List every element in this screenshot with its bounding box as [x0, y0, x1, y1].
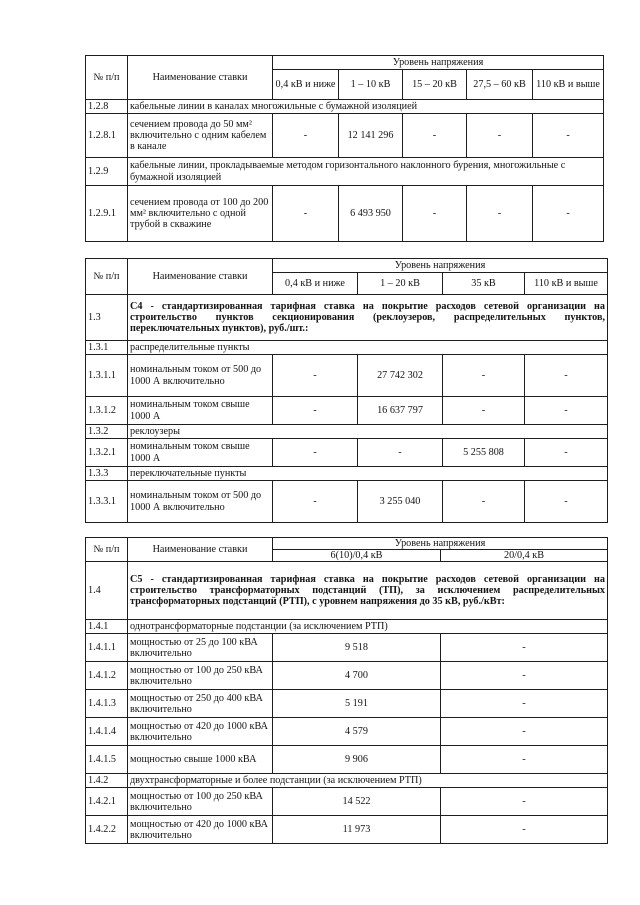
- rate-value: 16 637 797: [358, 397, 443, 425]
- row-number: 1.4.1.4: [86, 718, 128, 746]
- rate-value: -: [403, 114, 467, 158]
- rate-value: -: [441, 690, 608, 718]
- table-row: [86, 774, 608, 788]
- row-name: сечением провода от 100 до 200 мм² включительно с одной трубой в скважине: [128, 186, 273, 242]
- header-voltage-level: Уровень напряжения: [273, 259, 608, 273]
- rate-value: -: [443, 481, 525, 523]
- rate-value: 3 255 040: [358, 481, 443, 523]
- section-title: кабельные линии, прокладываемые методом горизонтального наклонного бурения, многожильные с бумажной изоляцией: [128, 158, 604, 186]
- rate-value: -: [443, 397, 525, 425]
- row-number: 1.2.8.1: [86, 114, 128, 158]
- table-row: [86, 439, 608, 467]
- row-name: мощностью от 25 до 100 кВА включительно: [128, 634, 273, 662]
- row-number: 1.3.1: [86, 341, 128, 355]
- table-row: [86, 100, 604, 114]
- row-name: номинальным током свыше 1000 А: [128, 397, 273, 425]
- row-name: мощностью свыше 1000 кВА: [128, 746, 273, 774]
- table-row: [86, 425, 608, 439]
- rate-value: -: [441, 662, 608, 690]
- rate-value: 4 579: [273, 718, 441, 746]
- row-number: 1.2.9.1: [86, 186, 128, 242]
- section-title: С4 - стандартизированная тарифная ставка на покрытие расходов сетевой организации на строительство пунктов секционирования (реклоузеров, распределительных пунктов, переключательных пунктов), руб./шт.:: [128, 295, 608, 341]
- header-level: 1 – 10 кВ: [339, 70, 403, 100]
- row-number: 1.4.1.5: [86, 746, 128, 774]
- rate-value: -: [273, 355, 358, 397]
- row-number: 1.3.3.1: [86, 481, 128, 523]
- rate-value: 9 906: [273, 746, 441, 774]
- row-number: 1.4.1.1: [86, 634, 128, 662]
- rate-value: -: [441, 816, 608, 844]
- header-voltage-level: Уровень напряжения: [273, 56, 604, 70]
- header-level: 35 кВ: [443, 273, 525, 295]
- header-level: 0,4 кВ и ниже: [273, 273, 358, 295]
- rate-value: 9 518: [273, 634, 441, 662]
- rate-value: -: [441, 788, 608, 816]
- rate-value: -: [443, 355, 525, 397]
- rate-value: -: [273, 439, 358, 467]
- row-number: 1.3.1.1: [86, 355, 128, 397]
- rate-value: -: [533, 114, 604, 158]
- table-row: [86, 718, 608, 746]
- table-row: [86, 690, 608, 718]
- rate-value: -: [525, 439, 608, 467]
- rate-value: 6 493 950: [339, 186, 403, 242]
- section-title: распределительные пункты: [128, 341, 608, 355]
- rate-table-2: [85, 258, 608, 523]
- row-name: мощностью от 100 до 250 кВА включительно: [128, 662, 273, 690]
- table-row: [86, 341, 608, 355]
- row-name: номинальным током от 500 до 1000 А включительно: [128, 355, 273, 397]
- table-row: [86, 397, 608, 425]
- header-level: 27,5 – 60 кВ: [467, 70, 533, 100]
- row-name: номинальным током свыше 1000 А: [128, 439, 273, 467]
- header-level: 20/0,4 кВ: [441, 550, 608, 562]
- section-title: двухтрансформаторные и более подстанции (за исключением РТП): [128, 774, 608, 788]
- row-number: 1.4.2: [86, 774, 128, 788]
- table-row: [86, 295, 608, 341]
- header-level: 15 – 20 кВ: [403, 70, 467, 100]
- rate-value: -: [441, 718, 608, 746]
- row-number: 1.4.2.1: [86, 788, 128, 816]
- rate-value: -: [467, 114, 533, 158]
- header-rate-name: Наименование ставки: [128, 259, 273, 295]
- table-row: [86, 186, 604, 242]
- row-name: мощностью от 250 до 400 кВА включительно: [128, 690, 273, 718]
- row-number: 1.2.8: [86, 100, 128, 114]
- rate-value: -: [273, 114, 339, 158]
- row-number: 1.3.3: [86, 467, 128, 481]
- rate-value: 12 141 296: [339, 114, 403, 158]
- row-number: 1.4: [86, 562, 128, 620]
- row-number: 1.2.9: [86, 158, 128, 186]
- rate-value: -: [273, 481, 358, 523]
- rate-value: -: [273, 397, 358, 425]
- section-title: однотрансформаторные подстанции (за исключением РТП): [128, 620, 608, 634]
- section-title: переключательные пункты: [128, 467, 608, 481]
- table-row: [86, 634, 608, 662]
- rate-value: -: [441, 746, 608, 774]
- table-row: [86, 662, 608, 690]
- rate-value: -: [533, 186, 604, 242]
- table-row: [86, 481, 608, 523]
- rate-value: -: [403, 186, 467, 242]
- row-number: 1.3.2: [86, 425, 128, 439]
- rate-value: -: [358, 439, 443, 467]
- rate-value: 4 700: [273, 662, 441, 690]
- rate-value: 5 255 808: [443, 439, 525, 467]
- rate-value: 11 973: [273, 816, 441, 844]
- rate-value: 14 522: [273, 788, 441, 816]
- header-number: № п/п: [86, 538, 128, 562]
- section-title: кабельные линии в каналах многожильные с бумажной изоляцией: [128, 100, 604, 114]
- header-level: 1 – 20 кВ: [358, 273, 443, 295]
- row-number: 1.4.1.3: [86, 690, 128, 718]
- section-title: реклоузеры: [128, 425, 608, 439]
- row-number: 1.4.2.2: [86, 816, 128, 844]
- row-name: номинальным током от 500 до 1000 А включительно: [128, 481, 273, 523]
- table-row: [86, 816, 608, 844]
- rate-value: -: [467, 186, 533, 242]
- header-rate-name: Наименование ставки: [128, 538, 273, 562]
- header-rate-name: Наименование ставки: [128, 56, 273, 100]
- row-number: 1.4.1.2: [86, 662, 128, 690]
- header-number: № п/п: [86, 259, 128, 295]
- rate-value: -: [441, 634, 608, 662]
- row-number: 1.4.1: [86, 620, 128, 634]
- table-row: [86, 620, 608, 634]
- table-row: [86, 114, 604, 158]
- header-number: № п/п: [86, 56, 128, 100]
- table-row: [86, 788, 608, 816]
- row-name: мощностью от 420 до 1000 кВА включительно: [128, 718, 273, 746]
- row-number: 1.3.1.2: [86, 397, 128, 425]
- header-level: 110 кВ и выше: [525, 273, 608, 295]
- row-name: мощностью от 100 до 250 кВА включительно: [128, 788, 273, 816]
- rate-value: -: [525, 481, 608, 523]
- table-row: [86, 562, 608, 620]
- rate-table-3: [85, 537, 608, 844]
- header-level: 110 кВ и выше: [533, 70, 604, 100]
- rate-table-1: [85, 55, 604, 242]
- table-row: [86, 746, 608, 774]
- row-name: мощностью от 420 до 1000 кВА включительно: [128, 816, 273, 844]
- section-title: С5 - стандартизированная тарифная ставка на покрытие расходов сетевой организации на строительство трансформаторных подстанций (ТП), за исключением распределительных трансформаторных подстанций (РТП), с уровнем напряжения до 35 кВ, руб./кВт:: [128, 562, 608, 620]
- row-number: 1.3.2.1: [86, 439, 128, 467]
- rate-value: -: [525, 355, 608, 397]
- row-number: 1.3: [86, 295, 128, 341]
- header-voltage-level: Уровень напряжения: [273, 538, 608, 550]
- rate-value: -: [273, 186, 339, 242]
- row-name: сечением провода до 50 мм² включительно с одним кабелем в канале: [128, 114, 273, 158]
- header-level: 6(10)/0,4 кВ: [273, 550, 441, 562]
- rate-value: -: [525, 397, 608, 425]
- header-level: 0,4 кВ и ниже: [273, 70, 339, 100]
- rate-value: 27 742 302: [358, 355, 443, 397]
- table-row: [86, 467, 608, 481]
- table-row: [86, 158, 604, 186]
- table-row: [86, 355, 608, 397]
- rate-value: 5 191: [273, 690, 441, 718]
